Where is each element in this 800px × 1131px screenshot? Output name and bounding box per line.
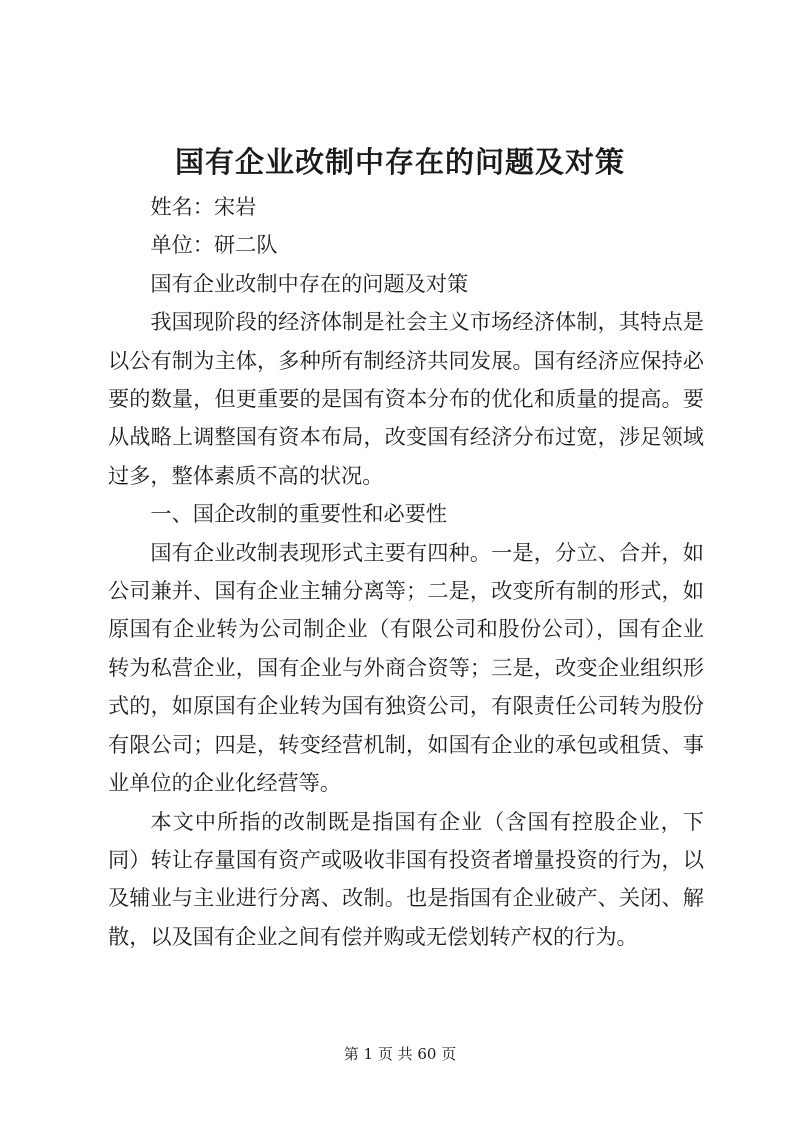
document-subtitle: 国有企业改制中存在的问题及对策 [150, 270, 469, 296]
author-line: 姓名：宋岩 [150, 194, 257, 219]
document-title: 国有企业改制中存在的问题及对策 [174, 145, 625, 179]
unit-line: 单位：研二队 [150, 232, 278, 258]
document-body [108, 188, 704, 956]
paragraph-forms: 国有企业改制表现形式主要有四种。一是，分立、合并，如公司兼并、国有企业主辅分离等；二是，改变所有制的形式，如原国有企业转为公司制企业（有限公司和股份公司），国有企业转为私营企业，国有企业与外商合资等；三是，改变企业组织形式的，如原国有企业转为国有独资公司，有限责任公司转为股份有限公司；四是，转变经营机制，如国有企业的承包或租赁、事业单位的企业化经营等。 [108, 539, 704, 796]
page-footer: 第 1 页 共 60 页 [343, 1045, 457, 1063]
paragraph-definition: 本文中所指的改制既是指国有企业（含国有控股企业，下同）转让存量国有资产或吸收非国有投资者增量投资的行为，以及辅业与主业进行分离、改制。也是指国有企业破产、关闭、解散，以及国有企业之间有偿并购或无偿划转产权的行为。 [108, 808, 704, 949]
paragraph-intro: 我国现阶段的经济体制是社会主义市场经济体制，其特点是以公有制为主体，多种所有制经济共同发展。国有经济应保持必要的数量，但更重要的是国有资本分布的优化和质量的提高。要从战略上调整国有资本布局，改变国有经济分布过宽，涉足领域过多，整体素质不高的状况。 [108, 309, 704, 488]
section-heading: 一、国企改制的重要性和必要性 [150, 501, 448, 527]
